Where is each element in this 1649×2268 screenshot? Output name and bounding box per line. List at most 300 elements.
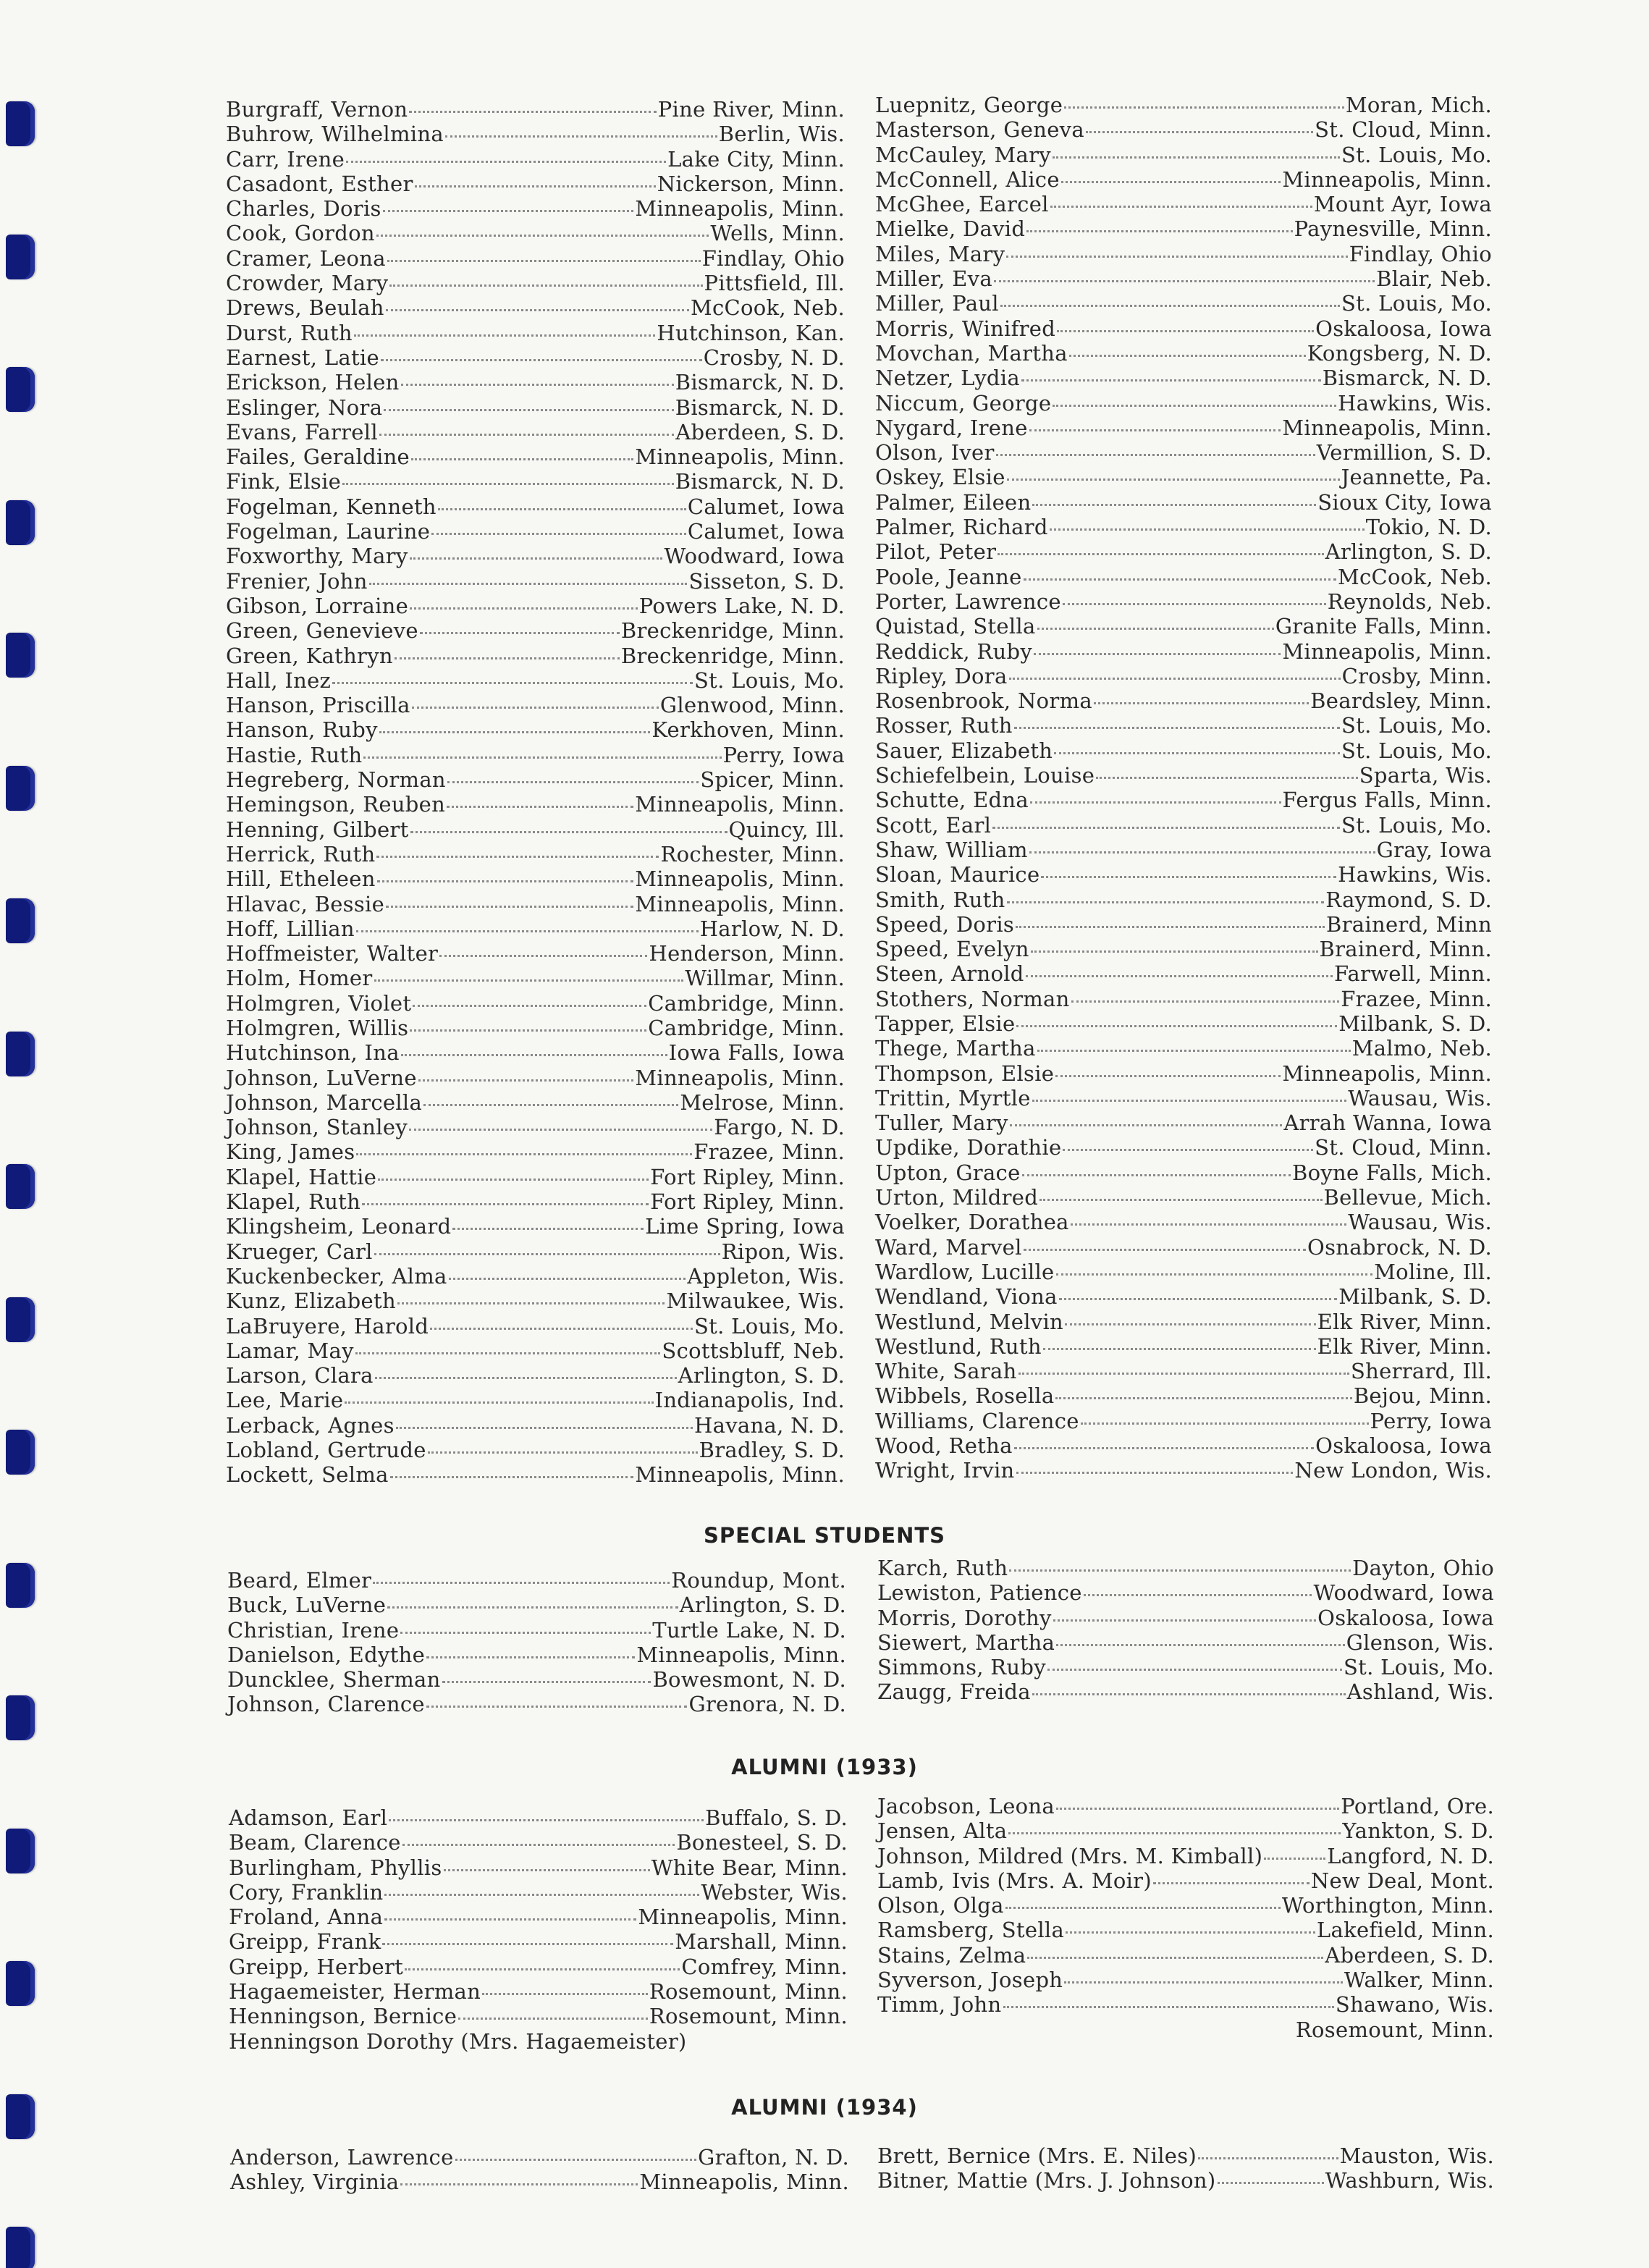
entry-name: Klingsheim, Leonard xyxy=(226,1214,452,1239)
directory-entry xyxy=(875,143,1492,167)
dot-leader xyxy=(423,1104,678,1106)
directory-entry xyxy=(226,196,845,221)
dot-leader xyxy=(362,1203,649,1205)
binding-ring xyxy=(6,235,35,279)
entry-name: Burlingham, Phyllis xyxy=(229,1855,442,1880)
entry-name: McCauley, Mary xyxy=(875,142,1051,167)
entry-name: Stothers, Norman xyxy=(875,986,1070,1011)
entry-hometown: Farwell, Minn. xyxy=(1333,961,1492,987)
entry-hometown: Minneapolis, Minn. xyxy=(635,867,845,892)
directory-entry xyxy=(877,2018,1494,2042)
entry-name: Durst, Ruth xyxy=(226,320,353,345)
directory-entry xyxy=(226,644,845,668)
dot-leader xyxy=(1030,801,1281,804)
entry-name: Earnest, Latie xyxy=(226,345,379,370)
directory-entry xyxy=(226,817,845,842)
entry-name: Duncklee, Sherman xyxy=(227,1667,441,1692)
entry-name: Kuckenbecker, Alma xyxy=(226,1263,447,1289)
directory-entry xyxy=(875,539,1492,564)
entry-name: Hoff, Lillian xyxy=(226,916,355,941)
entry-name: Christian, Irene xyxy=(227,1617,400,1643)
directory-entry xyxy=(875,93,1492,117)
entry-name: Luepnitz, George xyxy=(875,93,1063,117)
dot-leader xyxy=(1063,1149,1313,1151)
entry-hometown: Breckenridge, Minn. xyxy=(620,643,845,668)
entry-name: Ward, Marvel xyxy=(875,1234,1022,1260)
entry-hometown: Breckenridge, Minn. xyxy=(620,618,845,644)
entry-hometown: Minneapolis, Minn. xyxy=(1282,166,1492,192)
directory-entry xyxy=(226,1289,845,1313)
entry-hometown: Webster, Wis. xyxy=(701,1879,848,1905)
directory-entry xyxy=(226,717,845,742)
directory-entry xyxy=(230,2145,849,2170)
dot-leader xyxy=(355,1352,661,1354)
entry-hometown: Oskaloosa, Iowa xyxy=(1317,1605,1494,1630)
directory-entry xyxy=(875,440,1492,465)
dot-leader xyxy=(342,483,674,485)
entry-name: Kunz, Elizabeth xyxy=(226,1289,396,1314)
entry-name: Karch, Ruth xyxy=(877,1556,1008,1580)
entry-hometown: Indianapolis, Ind. xyxy=(654,1388,845,1413)
entry-name: Ashley, Virginia xyxy=(230,2170,400,2195)
entry-hometown: Malmo, Neb. xyxy=(1351,1036,1492,1061)
directory-entry xyxy=(226,916,845,941)
entry-name: Hanson, Ruby xyxy=(226,717,378,743)
entry-hometown: Shawano, Wis. xyxy=(1335,1992,1494,2018)
entry-name: Carr, Irene xyxy=(226,146,345,172)
dot-leader xyxy=(1000,305,1340,307)
entry-hometown: Powers Lake, N. D. xyxy=(638,593,845,618)
entry-name: Wright, Irvin xyxy=(875,1458,1015,1483)
directory-entry xyxy=(229,1805,848,1830)
directory-entry xyxy=(877,1992,1494,2017)
entry-hometown: Frazee, Minn. xyxy=(693,1139,845,1165)
directory-entry xyxy=(226,1115,845,1139)
entry-name: Danielson, Edythe xyxy=(227,1642,426,1667)
dot-leader xyxy=(1059,1298,1338,1300)
entry-hometown: Elk River, Minn. xyxy=(1317,1309,1492,1334)
dot-leader xyxy=(1021,379,1321,381)
entry-name: Hall, Inez xyxy=(226,667,332,693)
entry-name: Klapel, Ruth xyxy=(226,1189,361,1215)
directory-entry xyxy=(229,1905,848,1929)
dot-leader xyxy=(1063,603,1326,605)
entry-name: Poole, Jeanne xyxy=(875,564,1022,589)
entry-hometown: Hawkins, Wis. xyxy=(1338,390,1492,416)
entry-name: Wendland, Viona xyxy=(875,1284,1058,1310)
entry-hometown: Lakefield, Minn. xyxy=(1316,1918,1494,1943)
directory-entry xyxy=(226,1264,845,1289)
dot-leader xyxy=(415,185,656,187)
dot-leader xyxy=(1007,479,1340,481)
directory-entry xyxy=(875,838,1492,862)
entry-hometown: St. Louis, Mo. xyxy=(1341,142,1492,167)
directory-entry xyxy=(227,1667,846,1692)
directory-entry xyxy=(229,1830,848,1855)
directory-entry xyxy=(875,565,1492,589)
entry-hometown: Brainerd, Minn. xyxy=(1319,937,1492,962)
dot-leader xyxy=(1056,1644,1344,1646)
entry-hometown: McCook, Neb. xyxy=(691,295,845,321)
directory-entry xyxy=(875,1235,1492,1260)
directory-entry xyxy=(875,639,1492,664)
entry-name: Lee, Marie xyxy=(226,1388,344,1413)
directory-entry xyxy=(229,1855,848,1880)
dot-leader xyxy=(1055,1397,1351,1399)
entry-name: Wardlow, Lucille xyxy=(875,1259,1055,1284)
entry-name: McConnell, Alice xyxy=(875,166,1060,192)
binding-ring xyxy=(6,367,35,412)
entry-hometown: Minneapolis, Minn. xyxy=(635,792,845,817)
entry-name: Schiefelbein, Louise xyxy=(875,763,1095,788)
entry-hometown: Woodward, Iowa xyxy=(664,544,845,569)
special-list-right xyxy=(877,1556,1494,1705)
directory-entry xyxy=(875,813,1492,838)
dot-leader xyxy=(1043,1348,1316,1350)
directory-entry xyxy=(877,1943,1494,1968)
dot-leader xyxy=(402,1844,675,1846)
entry-name: White, Sarah xyxy=(875,1359,1017,1384)
directory-entry xyxy=(875,1036,1492,1061)
entry-name: LaBruyere, Harold xyxy=(226,1313,429,1339)
entry-hometown: Minneapolis, Minn. xyxy=(635,891,845,916)
entry-name: Hutchinson, Ina xyxy=(226,1040,400,1066)
dot-leader xyxy=(431,533,686,535)
entry-hometown: St. Louis, Mo. xyxy=(1341,812,1492,838)
entry-hometown: Comfrey, Minn. xyxy=(681,1954,848,1979)
entry-name: Zaugg, Freida xyxy=(877,1679,1031,1705)
dot-leader xyxy=(401,384,674,386)
dot-leader xyxy=(412,707,659,709)
entry-hometown: St. Louis, Mo. xyxy=(693,1313,845,1339)
entry-name: Ramsberg, Stella xyxy=(877,1918,1065,1943)
directory-entry xyxy=(229,1880,848,1905)
dot-leader xyxy=(1065,1323,1316,1325)
entry-hometown: Yankton, S. D. xyxy=(1342,1818,1494,1844)
binding-ring xyxy=(6,898,35,943)
dot-leader xyxy=(1008,1832,1341,1834)
dot-leader xyxy=(356,930,699,932)
entry-hometown: Bonesteel, S. D. xyxy=(676,1830,848,1855)
directory-entry xyxy=(875,366,1492,390)
dot-leader xyxy=(1053,156,1340,159)
dot-leader xyxy=(1198,2157,1338,2159)
entry-hometown: Jeannette, Pa. xyxy=(1341,465,1492,490)
binding-ring xyxy=(6,633,35,678)
entry-hometown: Crosby, Minn. xyxy=(1341,663,1492,688)
entry-name: Miller, Eva xyxy=(875,266,992,292)
entry-hometown: Glenson, Wis. xyxy=(1346,1630,1494,1655)
directory-entry xyxy=(875,1135,1492,1160)
entry-hometown: Wausau, Wis. xyxy=(1348,1085,1492,1110)
dot-leader xyxy=(1037,628,1274,630)
binding-ring xyxy=(6,500,35,545)
entry-name: Stains, Zelma xyxy=(877,1942,1026,1968)
entry-hometown: Reynolds, Neb. xyxy=(1327,589,1492,614)
entry-name: Beam, Clarence xyxy=(229,1830,401,1855)
directory-entry xyxy=(875,614,1492,638)
directory-entry xyxy=(226,370,845,395)
entry-name: Fink, Elsie xyxy=(226,469,342,494)
dot-leader xyxy=(401,1054,667,1056)
directory-entry xyxy=(226,1165,845,1189)
directory-entry xyxy=(875,391,1492,416)
entry-hometown: St. Louis, Mo. xyxy=(1343,1655,1494,1680)
entry-hometown: Pine River, Minn. xyxy=(657,97,845,122)
directory-entry xyxy=(226,444,845,469)
entry-name: Trittin, Myrtle xyxy=(875,1085,1031,1110)
entry-hometown: Findlay, Ohio xyxy=(1349,241,1492,266)
entry-hometown: Rochester, Minn. xyxy=(660,841,845,867)
directory-entry xyxy=(875,490,1492,515)
dot-leader xyxy=(410,557,663,560)
entry-hometown: Hutchinson, Kan. xyxy=(657,320,845,345)
entry-hometown: Elk River, Minn. xyxy=(1317,1333,1492,1359)
dot-leader xyxy=(381,359,702,361)
directory-entry xyxy=(875,316,1492,341)
entry-hometown: Washburn, Wis. xyxy=(1325,2168,1494,2193)
dot-leader xyxy=(410,1029,646,1032)
entry-name: Foxworthy, Mary xyxy=(226,544,408,569)
directory-entry xyxy=(875,1210,1492,1234)
dot-leader xyxy=(426,1656,635,1658)
entry-hometown: New Deal, Mont. xyxy=(1310,1868,1494,1893)
entry-hometown: Beardsley, Minn. xyxy=(1310,688,1492,714)
entry-hometown: Kongsberg, N. D. xyxy=(1307,340,1492,366)
entry-hometown: Calumet, Iowa xyxy=(687,519,845,544)
directory-entry xyxy=(226,867,845,891)
dot-leader xyxy=(1056,1273,1373,1276)
dot-leader xyxy=(386,906,633,908)
entry-name: Scott, Earl xyxy=(875,812,992,838)
directory-entry xyxy=(226,395,845,420)
dot-leader xyxy=(1071,1223,1346,1226)
entry-name: Lamar, May xyxy=(226,1338,354,1363)
directory-entry xyxy=(226,172,845,196)
dot-leader xyxy=(452,1228,644,1230)
entry-name: Masterson, Geneva xyxy=(875,117,1084,143)
entry-name: Morris, Winifred xyxy=(875,316,1056,341)
directory-entry xyxy=(875,341,1492,366)
dot-leader xyxy=(1005,1907,1281,1909)
entry-hometown: St. Louis, Mo. xyxy=(1341,291,1492,316)
directory-entry xyxy=(875,862,1492,887)
entry-hometown: Roundup, Mont. xyxy=(671,1568,846,1593)
dot-leader xyxy=(377,880,634,882)
directory-entry xyxy=(875,1284,1492,1309)
dot-leader xyxy=(1061,181,1281,183)
entry-hometown: Rosemount, Minn. xyxy=(1295,2017,1494,2042)
dot-leader xyxy=(405,1968,680,1970)
entry-hometown: Aberdeen, S. D. xyxy=(675,419,845,444)
directory-entry xyxy=(226,122,845,146)
dot-leader xyxy=(1007,901,1325,903)
binding-ring xyxy=(6,1695,35,1740)
dot-leader xyxy=(426,1706,688,1708)
entry-name: Froland, Anna xyxy=(229,1905,384,1930)
dot-leader xyxy=(458,2018,648,2020)
entry-hometown: Minneapolis, Minn. xyxy=(1282,415,1492,440)
entry-name: Green, Kathryn xyxy=(226,643,393,668)
entry-name: Buck, LuVerne xyxy=(227,1593,387,1618)
dot-leader xyxy=(1018,1373,1349,1375)
directory-entry xyxy=(875,738,1492,763)
dot-leader xyxy=(438,508,686,510)
dot-leader xyxy=(1096,777,1358,779)
special-list-left xyxy=(227,1568,846,1717)
directory-entry xyxy=(226,892,845,916)
entry-name: Simmons, Ruby xyxy=(877,1655,1046,1680)
entry-name: Sauer, Elizabeth xyxy=(875,738,1053,763)
directory-entry xyxy=(226,1462,845,1487)
entry-hometown: Grenora, N. D. xyxy=(688,1692,846,1717)
dot-leader xyxy=(996,454,1315,456)
directory-entry xyxy=(226,1239,845,1264)
entry-hometown: Bismarck, N. D. xyxy=(675,469,845,494)
directory-entry xyxy=(226,1339,845,1363)
directory-entry xyxy=(226,1214,845,1239)
entry-name: Steen, Arnold xyxy=(875,961,1024,987)
directory-entry xyxy=(875,1110,1492,1135)
dot-leader xyxy=(482,1993,648,1995)
entry-hometown: Mauston, Wis. xyxy=(1339,2143,1494,2168)
directory-entry xyxy=(875,1185,1492,1210)
entry-hometown: Osnabrock, N. D. xyxy=(1307,1234,1492,1260)
entry-name: Evans, Farrell xyxy=(226,419,378,444)
entry-name: Gibson, Lorraine xyxy=(226,593,409,618)
entry-name: Henningson Dorothy (Mrs. Hagaemeister) xyxy=(229,2028,687,2054)
entry-name: Williams, Clarence xyxy=(875,1408,1079,1433)
alumni-1933-heading: ALUMNI (1933) xyxy=(731,1755,918,1779)
entry-name: Jacobson, Leona xyxy=(877,1794,1055,1818)
entry-name: Miles, Mary xyxy=(875,241,1005,266)
dot-leader xyxy=(373,1582,670,1584)
entry-name: Lamb, Ivis (Mrs. A. Moir) xyxy=(877,1868,1152,1893)
directory-entry xyxy=(226,569,845,594)
alumni-1934-list-left xyxy=(230,2145,849,2195)
entry-hometown: Minneapolis, Minn. xyxy=(635,444,845,470)
directory-entry xyxy=(875,1086,1492,1110)
directory-entry xyxy=(226,941,845,966)
directory-entry xyxy=(875,713,1492,738)
entry-name: Voelker, Dorathea xyxy=(875,1210,1069,1235)
entry-name: Tuller, Mary xyxy=(875,1110,1008,1136)
dot-leader xyxy=(1064,1981,1343,1984)
entry-hometown: Milbank, S. D. xyxy=(1338,1011,1492,1036)
main-list-right xyxy=(875,93,1492,1483)
directory-entry xyxy=(226,594,845,618)
directory-entry xyxy=(226,97,845,122)
directory-entry xyxy=(875,242,1492,266)
entry-name: Cramer, Leona xyxy=(226,245,386,271)
entry-name: Urton, Mildred xyxy=(875,1185,1039,1210)
entry-name: Olson, Olga xyxy=(877,1893,1004,1918)
dot-leader xyxy=(449,1278,686,1280)
entry-hometown: Minneapolis, Minn. xyxy=(635,1065,845,1090)
dot-leader xyxy=(1153,1882,1310,1884)
dot-leader xyxy=(409,1129,712,1131)
directory-entry xyxy=(875,117,1492,142)
directory-entry xyxy=(227,1643,846,1667)
directory-entry xyxy=(226,494,845,519)
entry-hometown: Ashland, Wis. xyxy=(1346,1679,1494,1705)
dot-leader xyxy=(1094,702,1309,704)
directory-entry xyxy=(226,792,845,817)
binding-ring xyxy=(6,1164,35,1209)
directory-entry xyxy=(226,295,845,320)
directory-entry xyxy=(877,2168,1494,2193)
entry-hometown: Lime Spring, Iowa xyxy=(645,1214,845,1239)
directory-entry xyxy=(226,668,845,693)
entry-name: Updike, Dorathie xyxy=(875,1135,1062,1160)
dot-leader xyxy=(1057,330,1314,332)
entry-hometown: St. Louis, Mo. xyxy=(1341,713,1492,738)
directory-entry xyxy=(875,1458,1492,1483)
directory-entry xyxy=(226,420,845,444)
entry-hometown: Blair, Neb. xyxy=(1376,266,1492,292)
dot-leader xyxy=(386,309,689,311)
binding-ring xyxy=(6,1961,35,2006)
dot-leader xyxy=(384,1918,636,1921)
dot-leader xyxy=(1086,131,1313,133)
directory-entry xyxy=(226,743,845,767)
dot-leader xyxy=(992,827,1340,829)
directory-entry xyxy=(875,937,1492,961)
directory-entry xyxy=(227,1618,846,1643)
entry-hometown: Arlington, S. D. xyxy=(679,1593,846,1618)
entry-name: Burgraff, Vernon xyxy=(226,97,408,122)
entry-name: Smith, Ruth xyxy=(875,887,1005,912)
dot-leader xyxy=(1039,1199,1322,1201)
directory-entry xyxy=(229,1929,848,1954)
directory-entry xyxy=(877,1630,1494,1655)
entry-name: Hastie, Ruth xyxy=(226,742,363,767)
entry-name: Quistad, Stella xyxy=(875,614,1036,639)
entry-hometown: Minneapolis, Minn. xyxy=(639,2170,849,2195)
entry-hometown: Paynesville, Minn. xyxy=(1294,216,1492,242)
entry-name: Olson, Iver xyxy=(875,440,995,465)
directory-entry xyxy=(226,221,845,245)
dot-leader xyxy=(1024,578,1336,581)
directory-entry xyxy=(226,246,845,271)
entry-hometown: Sherrard, Ill. xyxy=(1350,1359,1492,1384)
dot-leader xyxy=(1026,230,1292,232)
dot-leader xyxy=(1218,2182,1324,2184)
dot-leader xyxy=(396,1427,693,1429)
entry-name: Hagaemeister, Herman xyxy=(229,1979,481,2004)
binding-ring xyxy=(6,1430,35,1475)
dot-leader xyxy=(1071,1000,1340,1003)
dot-leader xyxy=(444,1869,650,1871)
directory-entry xyxy=(226,1314,845,1339)
dot-leader xyxy=(363,756,721,759)
dot-leader xyxy=(1084,1594,1312,1596)
dot-leader xyxy=(1026,975,1333,977)
entry-name: Eslinger, Nora xyxy=(226,395,383,420)
entry-name: Johnson, Mildred (Mrs. M. Kimball) xyxy=(877,1843,1263,1868)
directory-entry xyxy=(877,1580,1494,1605)
binding-ring xyxy=(6,1563,35,1608)
directory-entry xyxy=(875,1011,1492,1036)
entry-name: Thege, Martha xyxy=(875,1036,1036,1061)
dot-leader xyxy=(455,2159,697,2161)
dot-leader xyxy=(376,856,659,858)
entry-hometown: Perry, Iowa xyxy=(722,742,845,767)
dot-leader xyxy=(1053,1619,1316,1622)
dot-leader xyxy=(382,1943,673,1945)
entry-hometown: Bejou, Minn. xyxy=(1353,1383,1492,1409)
entry-name: Hill, Etheleen xyxy=(226,867,376,892)
